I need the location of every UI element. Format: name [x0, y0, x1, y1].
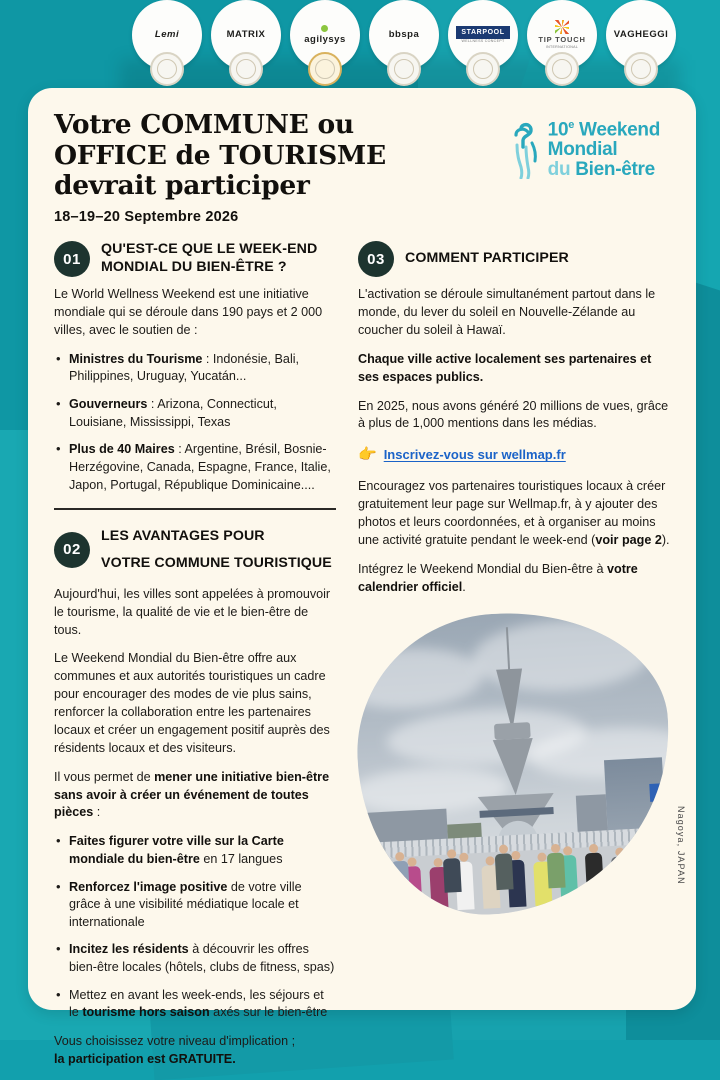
- person-head: [537, 852, 546, 861]
- section-divider: [54, 508, 336, 510]
- section-03-title: COMMENT PARTICIPER: [405, 250, 569, 267]
- person: [495, 853, 514, 890]
- para5-bold: votre calendrier officiel: [358, 561, 638, 594]
- photo-caption: Nagoya, JAPAN: [676, 805, 686, 885]
- title-line-2: OFFICE de TOURISME: [54, 139, 386, 171]
- list-item: [54, 833, 336, 868]
- para3-pre: Il vous permet de: [54, 769, 155, 784]
- sponsor-badge-bbspa[interactable]: [369, 0, 439, 70]
- sponsor-wordmark: TIP TOUCH: [538, 35, 586, 45]
- sponsor-wordmark: MATRIX: [226, 29, 266, 41]
- person: [547, 852, 566, 888]
- page-title: [54, 110, 386, 202]
- bullet-lead: Ministres du Tourisme: [69, 351, 203, 366]
- title-line-3: devrait participer: [54, 170, 310, 202]
- wmw-logo: [511, 120, 660, 179]
- award-medallion-icon: [308, 52, 342, 86]
- closing-line-1: Vous choisissez votre niveau d'implication ;: [54, 1033, 296, 1048]
- bullet-lead: Renforcez l'image positive: [69, 879, 228, 894]
- bullet-lead-2: tourisme hors saison: [82, 1005, 210, 1020]
- sponsor-wordmark: agilysys: [304, 34, 346, 45]
- sponsor-tagline: WELLNESS CONCEPT: [461, 39, 505, 44]
- para5-pre: Intégrez le Weekend Mondial du Bien-être à: [358, 561, 607, 576]
- section-02-badge: 02: [54, 532, 90, 568]
- list-item: [54, 879, 336, 932]
- tower-observation-pod: [494, 722, 531, 740]
- bullet-rest: à découvrir les offres bien-être locales (hôtels, clubs de fitness, spas): [69, 942, 335, 975]
- sponsor-logo-strip: [0, 0, 720, 92]
- section-03-para-1: L'activation se déroule simultanément partout dans le monde, du lever du soleil en Nouvelle-Zélande au coucher du soleil à Hawaï.: [358, 287, 656, 337]
- title-line-1: Votre COMMUNE ou: [54, 109, 354, 140]
- bullet-rest-2: axés sur le bien-être: [209, 1005, 328, 1020]
- section-02-para-2: Le Weekend Mondial du Bien-être offre aux communes et aux autorités touristiques un cadre pour encourager des modes de vie plus sains, renforcer la collaboration entre les partenaires locaux et créer un engagement positif auprès des résidents locaux et des visiteurs.: [54, 651, 330, 755]
- sponsor-wordmark: bbspa: [388, 29, 420, 41]
- event-dates: 18–19–20 Septembre 2026: [54, 209, 239, 226]
- award-medallion-icon: [624, 52, 658, 86]
- bullet-rest: : Argentine, Brésil, Bosnie-Herzégovine, Canada, Espagne, France, Italie, Japon, Portugal, République Dominicaine....: [69, 442, 331, 492]
- section-01-title-line1: QU'EST-CE QUE LE WEEK-END: [101, 241, 318, 258]
- bullet-rest: de votre ville grâce à une visibilité médiatique locale et internationale: [69, 879, 302, 929]
- person-head: [562, 846, 571, 855]
- bullet-rest: : Indonésie, Bali, Philippines, Uruguay, Yucatán...: [69, 351, 300, 384]
- section-02-bullet-list: [54, 833, 336, 1022]
- sponsor-badge-matrix[interactable]: [211, 0, 281, 70]
- section-01-header: [54, 241, 336, 277]
- sponsor-tagline: INTERNATIONAL: [545, 45, 579, 50]
- section-03-badge: 03: [358, 241, 394, 277]
- sponsor-wordmark: Lemi: [154, 29, 180, 41]
- list-item: [54, 441, 336, 494]
- bullet-rest: Mettez en avant les week-ends, les séjours et le: [69, 987, 324, 1020]
- section-01-title-line2: MONDIAL DU BIEN-ÊTRE ?: [101, 259, 287, 276]
- para4-bold: voir page 2: [595, 532, 662, 547]
- person: [585, 852, 605, 903]
- logo-word-mondial: Mondial: [547, 139, 618, 161]
- para4-pre: Encouragez vos partenaires touristiques locaux à créer gratuitement leur page sur Wellmap.fr, à y ajouter des photos et leurs coordonnées, et à organiser au moins une activité gratuite pendant le week-end (: [358, 479, 666, 547]
- sponsor-wordmark: STARPOOL: [456, 26, 509, 39]
- page-header: [54, 110, 670, 225]
- award-medallion-icon: [466, 52, 500, 86]
- list-item: [54, 941, 336, 976]
- sponsor-badge-vagheggi[interactable]: [606, 0, 676, 70]
- section-02-header: [54, 523, 336, 577]
- tip-touch-burst-icon: [555, 20, 569, 34]
- list-item: [54, 987, 336, 1022]
- para3-bold: mener une initiative bien-être sans avoir à créer un événement de toutes pièces: [54, 769, 330, 820]
- section-03-para-5: [358, 561, 670, 597]
- award-medallion-icon: [229, 52, 263, 86]
- sponsor-wordmark: VAGHEGGI: [613, 29, 669, 41]
- main-content-card: [28, 88, 696, 1066]
- person-head: [588, 843, 597, 852]
- person-head: [459, 852, 468, 861]
- agilysys-dot-icon: [321, 25, 328, 32]
- tower-spire: [506, 627, 510, 671]
- bullet-lead: Faites figurer votre ville sur la Carte mondiale du bien-être: [69, 834, 284, 866]
- wmw-figure-icon: [511, 121, 545, 179]
- person: [443, 858, 462, 893]
- sponsor-badge-tip-touch[interactable]: [527, 0, 597, 70]
- bullet-rest: en 17 langues: [199, 851, 283, 866]
- person-head: [615, 847, 624, 856]
- para3-post: :: [93, 805, 101, 820]
- sponsor-badge-agilysys[interactable]: [290, 0, 360, 70]
- person: [611, 856, 630, 902]
- bullet-lead: Gouverneurs: [69, 397, 148, 412]
- logo-word-du: du: [547, 159, 576, 181]
- section-03-para-3: En 2025, nous avons généré 20 millions de vues, grâce à plus de 1,000 mentions dans les médias.: [358, 398, 669, 431]
- bullet-lead: Plus de 40 Maires: [69, 442, 175, 457]
- signup-link-row[interactable]: [358, 447, 670, 462]
- para2-bold: Chaque ville active localement ses partenaires et ses espaces publics.: [358, 351, 652, 384]
- wellmap-signup-link[interactable]: Inscrivez-vous sur wellmap.fr: [383, 447, 566, 463]
- logo-word-bienetre: Bien-être: [575, 159, 655, 181]
- bullet-rest: : Arizona, Connecticut, Louisiane, Mississippi, Texas: [69, 397, 277, 429]
- person-head: [446, 849, 455, 858]
- section-02-para-1: Aujourd'hui, les villes sont appelées à promouvoir le tourisme, la qualité de vie et le bien-être de tous.: [54, 586, 331, 637]
- section-03-para-4: [358, 478, 670, 550]
- tower-mid: [493, 738, 536, 796]
- person-head: [550, 843, 559, 852]
- pointing-hand-icon: 👉: [358, 446, 377, 464]
- bullet-lead: Incitez les résidents: [69, 942, 189, 957]
- logo-edition-number: 10: [547, 119, 569, 141]
- logo-word-weekend: Weekend: [574, 119, 660, 141]
- person-head: [485, 856, 494, 865]
- section-01-intro: Le World Wellness Weekend est une initiative mondiale qui se déroule dans 190 pays et 2 000 villes, avec le soutien de :: [54, 287, 323, 337]
- section-02-closing: [54, 1033, 336, 1069]
- list-item: [54, 396, 336, 431]
- section-03-header: [358, 241, 670, 277]
- para5-post: .: [462, 579, 466, 594]
- person-head: [433, 857, 442, 866]
- sponsor-badge-lemi[interactable]: [132, 0, 202, 70]
- closing-line-2: la participation est GRATUITE.: [54, 1051, 236, 1066]
- logo-edition-suffix: e: [568, 119, 575, 131]
- section-02-para-3: [54, 769, 336, 823]
- person-head: [395, 851, 404, 860]
- award-medallion-icon: [387, 52, 421, 86]
- right-column: [358, 241, 686, 1079]
- award-medallion-icon: [545, 52, 579, 86]
- person: [391, 860, 410, 897]
- award-medallion-icon: [150, 52, 184, 86]
- section-02-title-line1: LES AVANTAGES POUR: [101, 527, 265, 544]
- section-03-para-2: [358, 351, 670, 387]
- section-01-badge: 01: [54, 241, 90, 277]
- signboard: [649, 782, 672, 801]
- sponsor-badge-starpool[interactable]: [448, 0, 518, 70]
- photo-container: [358, 613, 686, 913]
- para4-post: ).: [661, 532, 670, 547]
- nagoya-photo: [350, 605, 677, 921]
- person-head: [498, 844, 507, 853]
- section-01-bullet-list: [54, 351, 336, 494]
- left-column: [54, 241, 336, 1079]
- list-item: [54, 351, 336, 386]
- section-02-title-line2: VOTRE COMMUNE TOURISTIQUE: [101, 554, 332, 571]
- person-head: [381, 862, 390, 871]
